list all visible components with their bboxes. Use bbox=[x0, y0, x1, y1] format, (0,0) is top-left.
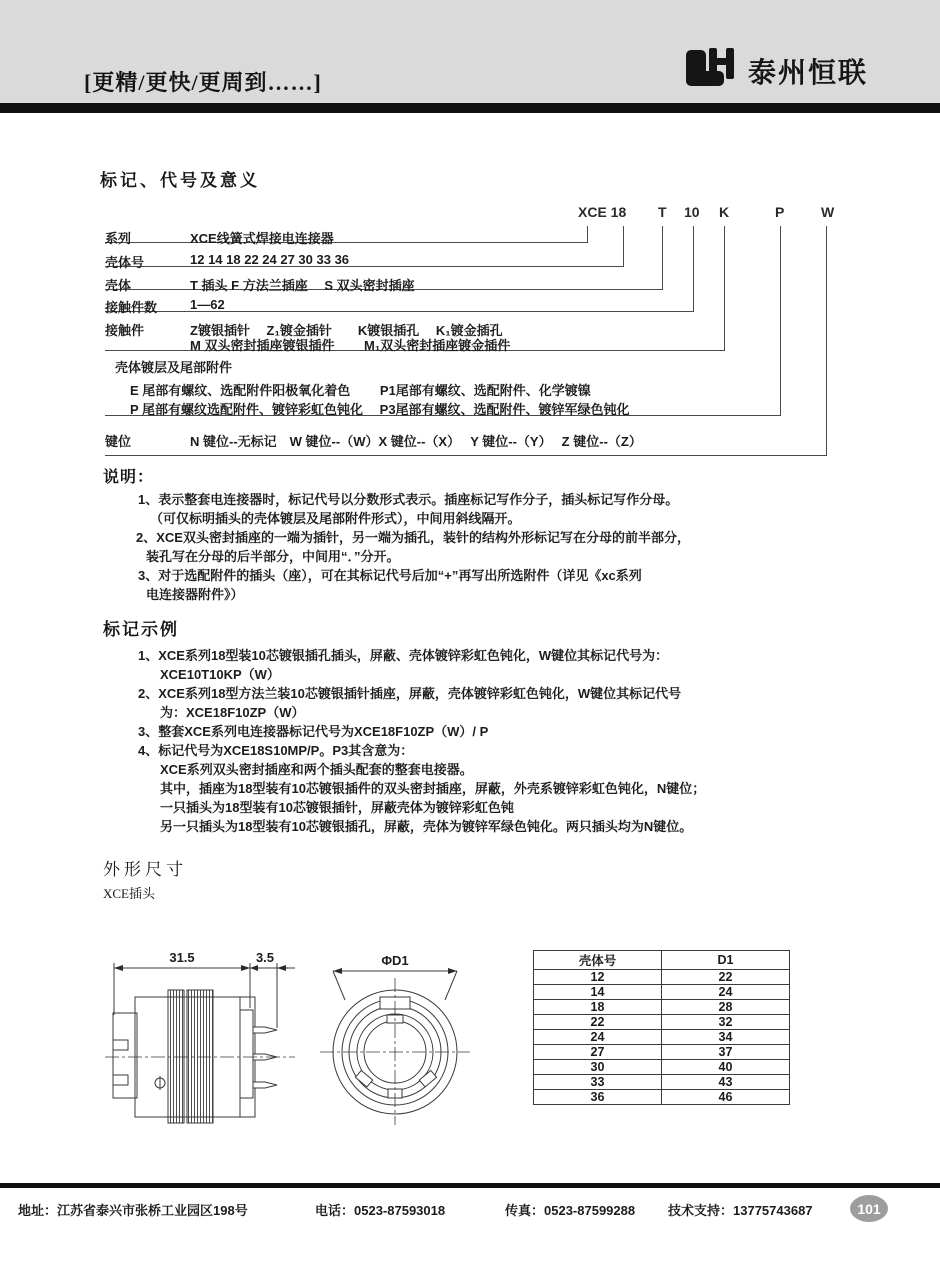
code-key: W bbox=[821, 204, 835, 220]
outline-subtitle: XCE插头 bbox=[103, 886, 156, 901]
header-black-bar bbox=[0, 103, 940, 113]
diagram-line bbox=[780, 226, 781, 416]
diagram-line bbox=[693, 226, 694, 312]
connector-front-view-drawing bbox=[318, 943, 488, 1128]
table-row: 30 40 bbox=[534, 1060, 790, 1075]
row-value-key: N 键位--无标记 W 键位--（W）X 键位--（X） Y 键位--（Y） Z 键位--（Z） bbox=[190, 434, 642, 449]
row-label-shell: 壳体 bbox=[105, 278, 132, 293]
table-row: 22 32 bbox=[534, 1015, 790, 1030]
diagram-line bbox=[105, 455, 827, 456]
row-label-contact-count: 接触件数 bbox=[105, 300, 158, 315]
footer-support: 技术支持：13775743687 bbox=[668, 1203, 813, 1218]
row-value-series: XCE线簧式焊接电连接器 bbox=[190, 231, 334, 246]
dim-diameter-label: ΦD1 bbox=[381, 953, 409, 968]
row-value-contact-1: Z镀银插针 Z₁镀金插针 K镀银插孔 K₁镀金插孔 bbox=[190, 323, 503, 338]
example-line: 1、XCE系列18型装10芯镀银插孔插头，屏蔽、壳体镀锌彩虹色钝化，W键位其标记代号为： bbox=[138, 648, 669, 663]
table-row: 12 22 bbox=[534, 970, 790, 985]
header-tagline: [更精/更快/更周到……] bbox=[84, 70, 322, 95]
example-line: 另一只插头为18型装有10芯镀银插孔，屏蔽，壳体为镀锌军绿色钝化。两只插头均为N键位。 bbox=[160, 819, 693, 834]
diagram-line bbox=[662, 226, 663, 290]
company-logo bbox=[686, 48, 868, 93]
row-label-contact: 接触件 bbox=[105, 323, 145, 338]
table-row: 24 34 bbox=[534, 1030, 790, 1045]
row-value-contact-count: 1—62 bbox=[190, 297, 225, 312]
example-line: 3、整套XCE系列电连接器标记代号为XCE18F10ZP（W）/ P bbox=[138, 724, 489, 739]
diagram-line bbox=[105, 242, 588, 243]
row-value-shell-no: 12 14 18 22 24 27 30 33 36 bbox=[190, 252, 350, 267]
diagram-line bbox=[724, 226, 725, 351]
footer-separator bbox=[0, 1183, 940, 1188]
outline-title: 外形尺寸 bbox=[103, 860, 187, 879]
footer-address: 地址：江苏省泰兴市张桥工业园区198号 bbox=[18, 1203, 248, 1218]
diagram-line bbox=[105, 266, 624, 267]
example-line: 其中，插座为18型装有10芯镀银插件的双头密封插座，屏蔽，外壳系镀锌彩虹色钝化，N键位； bbox=[160, 781, 706, 796]
example-line: XCE10T10KP（W） bbox=[160, 667, 280, 682]
table-header-row bbox=[534, 951, 790, 970]
page-number-badge: 101 bbox=[850, 1195, 888, 1222]
row-value-shell: T 插头 F 方法兰插座 S 双头密封插座 bbox=[190, 278, 415, 293]
note-line: 装孔写在分母的后半部分，中间用“．”分开。 bbox=[146, 549, 400, 564]
company-name: 泰州恒联 bbox=[748, 56, 869, 88]
example-line: 2、XCE系列18型方法兰装10芯镀银插针插座，屏蔽，壳体镀锌彩虹色钝化，W键位其标记代号 bbox=[138, 686, 682, 701]
table-row: 27 37 bbox=[534, 1045, 790, 1060]
dim-length-label: 31.5 bbox=[169, 950, 195, 965]
plating-line-2: P 尾部有螺纹选配附件、镀锌彩虹色钝化 P3尾部有螺纹、选配附件、镀锌军绿色钝化 bbox=[130, 402, 630, 417]
example-line: 为：XCE18F10ZP（W） bbox=[160, 705, 305, 720]
code-series: XCE 18 bbox=[578, 204, 627, 220]
plating-line-1: E 尾部有螺纹、选配附件阳极氧化着色 P1尾部有螺纹、选配附件、化学镀镍 bbox=[130, 383, 591, 398]
note-line: 电连接器附件》） bbox=[146, 587, 244, 602]
table-row: 18 28 bbox=[534, 1000, 790, 1015]
code-shell: T bbox=[658, 204, 667, 220]
diagram-line bbox=[587, 226, 588, 243]
dim-tail-label: 3.5 bbox=[255, 950, 275, 965]
connector-side-view-drawing bbox=[100, 943, 300, 1128]
note-line: 1、表示整套电连接器时，标记代号以分数形式表示。插座标记写作分子，插头标记写作分母。 bbox=[138, 492, 679, 507]
row-label-shell-no: 壳体号 bbox=[105, 255, 145, 270]
code-contacts: 10 bbox=[684, 204, 700, 220]
d1-table-body bbox=[534, 970, 790, 1105]
plating-section-title: 壳体镀层及尾部附件 bbox=[115, 360, 233, 375]
notes-title: 说明： bbox=[103, 469, 155, 486]
note-line: 2、XCE双头密封插座的一端为插针，另一端为插孔，装针的结构外形标记写在分母的前半部分， bbox=[136, 530, 690, 545]
code-plating: P bbox=[775, 204, 785, 220]
row-label-key: 键位 bbox=[105, 434, 132, 449]
note-line: （可仅标明插头的壳体镀层及尾部附件形式），中间用斜线隔开。 bbox=[150, 511, 521, 526]
example-line: 一只插头为18型装有10芯镀银插针，屏蔽壳体为镀锌彩虹色钝 bbox=[160, 800, 514, 815]
note-line: 3、对于选配附件的插头（座），可在其标记代号后加“+”再写出所选附件（详见《xc系列 bbox=[138, 568, 642, 583]
row-label-series: 系列 bbox=[105, 231, 132, 246]
code-contact-type: K bbox=[719, 204, 730, 220]
col-header-shell-no: 壳体号 bbox=[534, 951, 662, 970]
shell-d1-table bbox=[533, 950, 790, 1105]
example-line: XCE系列双头密封插座和两个插头配套的整套电接器。 bbox=[160, 762, 473, 777]
diagram-line bbox=[623, 226, 624, 267]
table-row: 36 46 bbox=[534, 1090, 790, 1105]
col-header-d1: D1 bbox=[662, 951, 790, 970]
table-row: 14 24 bbox=[534, 985, 790, 1000]
examples-title: 标记示例 bbox=[103, 620, 179, 639]
diagram-line bbox=[826, 226, 827, 456]
footer-fax: 传真：0523-87599288 bbox=[505, 1203, 636, 1218]
example-line: 4、标记代号为XCE18S10MP/P。P3其含意为： bbox=[138, 743, 414, 758]
marking-title: 标记、代号及意义 bbox=[100, 171, 260, 190]
footer-phone: 电话：0523-87593018 bbox=[315, 1203, 446, 1218]
row-value-contact-2: M 双头密封插座镀银插件 M₁双头密封插座镀金插件 bbox=[190, 338, 511, 353]
table-row: 33 43 bbox=[534, 1075, 790, 1090]
lh-logo-icon bbox=[686, 48, 740, 93]
